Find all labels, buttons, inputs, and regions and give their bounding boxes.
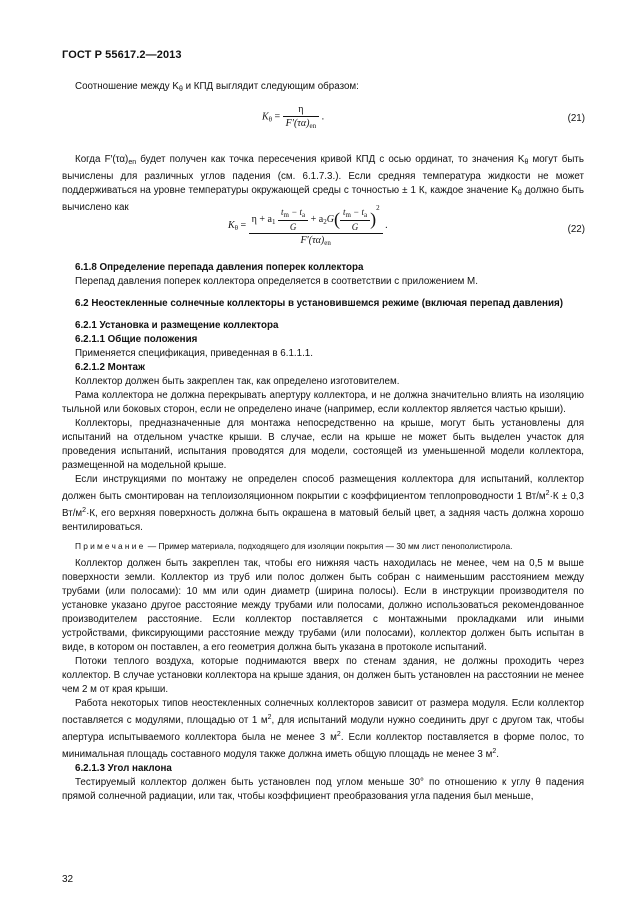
mount-7-sup-2: 2 bbox=[336, 731, 341, 738]
eq22-f2-t: t bbox=[342, 207, 346, 218]
mount-4-a: Если инструкциями по монтажу не определен способ размещения коллектора для испытаний, коллектор должен быть смонтирован на теплоизоляционном покрытии с коэффициентом теплопроводности 1 Вт/м bbox=[62, 474, 584, 502]
eq22-inner-fraction-2 bbox=[340, 207, 370, 232]
main-body bbox=[62, 261, 584, 804]
paragraph-tilt-1: Тестируемый коллектор должен быть установлен под углом меньше 30° по отношению к углу θ падения прямой солнечной радиации, или так, чтобы коэффициент преобразования угла падения был меньше, bbox=[62, 777, 584, 802]
paragraph-mount-3: Коллекторы, предназначенные для монтажа непосредственно на крыше, могут быть установлены для испытаний на отдельном участке крыши. В случае, если на крыше не может быть выделен участок для проведения испытаний, испытания проводятся для модели, состоящей из уменьшенной модели коллектора, размещенной на модельной крыше. bbox=[62, 418, 584, 471]
heading-6-1-8: 6.1.8 Определение перепада давления поперек коллектора bbox=[75, 262, 364, 273]
eq22-eta: η + a bbox=[251, 214, 272, 225]
paragraph-mount-5: Коллектор должен быть закреплен так, чтобы его нижняя часть находилась не менее, чем на 0,5 м выше поверхности земли. Коллектор из труб или полос должен быть собран с наименьшим расстоянием между трубами (или полосами): 10 мм или один диаметр (ширина полосы). Если в инструкции производителя по установке указано другое расстояние между трубами или полосами, должно использоваться рекомендованное производителем расстояние. Если коллектор поставляется с монтажными прокладками или иными устройствами, фиксирующими расстояние между трубами (или полосами), коллектор должен быть испытан в виде, в котором он поставлен, а его геометрия должна быть указана в протоколе испытаний. bbox=[62, 558, 584, 653]
equation-21-number: (21) bbox=[567, 113, 585, 124]
paragraph-mount-6: Потоки теплого воздуха, которые поднимаются вверх по стенам здания, не должны проходить через коллектор. В случае установки коллектора на крыше здания, он должен быть установлен на расстоянии не менее чем 2 м от края крыши. bbox=[62, 656, 584, 695]
eq22-f1-den: G bbox=[289, 222, 297, 233]
eq22-g: G bbox=[326, 214, 334, 225]
note-paragraph bbox=[62, 540, 584, 553]
mount-7-c: . Если коллектор поставляется в форме полос, то минимальная площадь составного модуля также должна иметь общую площадь не менее 3 м bbox=[62, 732, 584, 760]
when-text-4: должно быть вычислено как bbox=[62, 185, 584, 213]
eq22-f1-minus: − t bbox=[288, 207, 303, 218]
when-sub-3: θ bbox=[517, 190, 522, 197]
eq22-f1-num bbox=[278, 207, 308, 221]
page-number: 32 bbox=[62, 874, 74, 885]
paragraph-mount-2: Рама коллектора не должна перекрывать апертуру коллектора, и не должна значительно влиять на изоляцию тыльной или боковых сторон, если не определено иначе (например, если коллектор является частью крыши). bbox=[62, 390, 584, 415]
equation-21: $K_\theta$ = $\frac{\eta}{F'(\tau\alpha)_{en}}$ . bbox=[262, 104, 325, 130]
paragraph-mount-4 bbox=[62, 473, 584, 535]
equation-22: $K_\theta$ = $\eta + a_1$ $\frac{t_m - t_a}{G}$ + $a_2G$( $\frac{t_m - t_a}{G}$ )$^2$ $F'(\tau\alpha)_{en}$ . bbox=[228, 204, 388, 248]
standard-header: ГОСТ Р 55617.2—2013 bbox=[62, 49, 182, 61]
paragraph-6-1-8: Перепад давления поперек коллектора определяется в соответствии с приложением М. bbox=[75, 276, 478, 287]
eq22-numerator: $\eta + a_1$ $\frac{t_m - t_a}{G}$ + $a_2G$( $\frac{t_m - t_a}{G}$ )$^2$ bbox=[249, 204, 383, 234]
eq22-f1-a: a bbox=[302, 211, 306, 220]
mount-7-sup-3: 2 bbox=[492, 748, 497, 755]
paragraph-mount-1: Коллектор должен быть закреплен так, как определено изготовителем. bbox=[75, 376, 400, 387]
mount-4-b: ·К ± 0,3 Вт/м bbox=[62, 491, 584, 519]
eq22-plus: + a bbox=[310, 214, 324, 225]
intro-tail: и КПД выглядит следующим образом: bbox=[182, 81, 359, 92]
eq22-denominator bbox=[249, 234, 383, 247]
eq22-f2-minus: − t bbox=[350, 207, 364, 218]
mount-4-sup-1: 2 bbox=[545, 490, 550, 497]
eq21-den-text: F′(τα) bbox=[285, 118, 310, 129]
eq21-denominator bbox=[283, 117, 319, 130]
eq22-tail: . bbox=[385, 219, 388, 231]
eq22-a2-sub: 2 bbox=[323, 218, 327, 226]
heading-6-2-1-3: 6.2.1.3 Угол наклона bbox=[75, 763, 172, 774]
eq21-fraction bbox=[283, 104, 319, 130]
note-text: — Пример материала, подходящего для изоляции покрытия — 30 мм лист пенополистирола. bbox=[145, 541, 513, 551]
intro-paragraph bbox=[62, 80, 584, 97]
eq22-power: 2 bbox=[376, 204, 380, 212]
eq22-f2-a: a bbox=[364, 211, 368, 220]
when-text-1: Когда F′(τα) bbox=[75, 154, 129, 165]
when-text-2: будет получен как точка пересечения кривой КПД с осью ординат, то значения K bbox=[136, 154, 525, 165]
eq21-lhs: K bbox=[262, 111, 269, 123]
mount-4-sup-2: 2 bbox=[82, 507, 87, 514]
intro-text: Соотношение между K bbox=[75, 81, 179, 92]
eq22-lhs: K bbox=[228, 219, 235, 231]
eq22-den-text: F′(τα) bbox=[300, 235, 325, 247]
eq22-fraction bbox=[249, 204, 383, 247]
eq22-f1-m: m bbox=[283, 211, 289, 220]
eq22-f2-num bbox=[340, 207, 370, 221]
eq21-den-sub: en bbox=[309, 122, 317, 130]
heading-6-2-1-2: 6.2.1.2 Монтаж bbox=[75, 362, 145, 373]
intro-sub: θ bbox=[178, 86, 183, 93]
eq21-tail: . bbox=[321, 111, 325, 123]
when-sub-2: θ bbox=[524, 159, 529, 166]
heading-6-2-1-1: 6.2.1.1 Общие положения bbox=[75, 334, 198, 345]
eq21-lhs-sub: θ bbox=[268, 115, 273, 124]
mount-7-b: , для испытаний модули нужно соединить друг с другом так, чтобы апертура испытываемого коллектора была не менее 3 м bbox=[62, 715, 584, 743]
when-sub-1: en bbox=[128, 159, 137, 166]
eq22-f2-m: m bbox=[345, 211, 351, 220]
equation-22-number: (22) bbox=[567, 224, 585, 235]
eq21-numerator: η bbox=[283, 104, 319, 117]
heading-6-2: 6.2 Неостекленные солнечные коллекторы в установившемся режиме (включая перепад давления) bbox=[75, 298, 563, 309]
eq22-a1-sub: 1 bbox=[271, 218, 276, 226]
paragraph-6-2-1-1: Применяется спецификация, приведенная в 6.1.1.1. bbox=[75, 348, 313, 359]
mount-7-a: Работа некоторых типов неостекленных солнечных коллекторов зависит от размера модуля. Если коллектор поставляется с модулями, площадью от 1 м bbox=[62, 698, 584, 726]
eq22-den-sub: en bbox=[324, 239, 331, 248]
note-label: Примечание bbox=[75, 541, 146, 551]
eq22-lhs-sub: θ bbox=[234, 223, 239, 232]
heading-6-2-1: 6.2.1 Установка и размещение коллектора bbox=[75, 320, 279, 331]
mount-7-sup-1: 2 bbox=[267, 714, 272, 721]
eq22-f2-den: G bbox=[351, 222, 359, 233]
eq22-inner-fraction-1 bbox=[278, 207, 308, 232]
mount-4-c: ·К, его верхняя поверхность должна быть окрашена в матовый белый цвет, а задняя часть должна хорошо вентилироваться. bbox=[62, 508, 584, 533]
eq22-f1-t: t bbox=[280, 207, 284, 218]
when-text-3: могут быть вычислены для различных углов падения (см. 6.1.7.3.). Если средняя температура жидкости не может поддерживаться на уровне температуры окружающей среды с точностью ± 1 К, каждое значение K bbox=[62, 154, 584, 196]
mount-7-d: . bbox=[496, 749, 499, 760]
paragraph-mount-7 bbox=[62, 697, 584, 762]
